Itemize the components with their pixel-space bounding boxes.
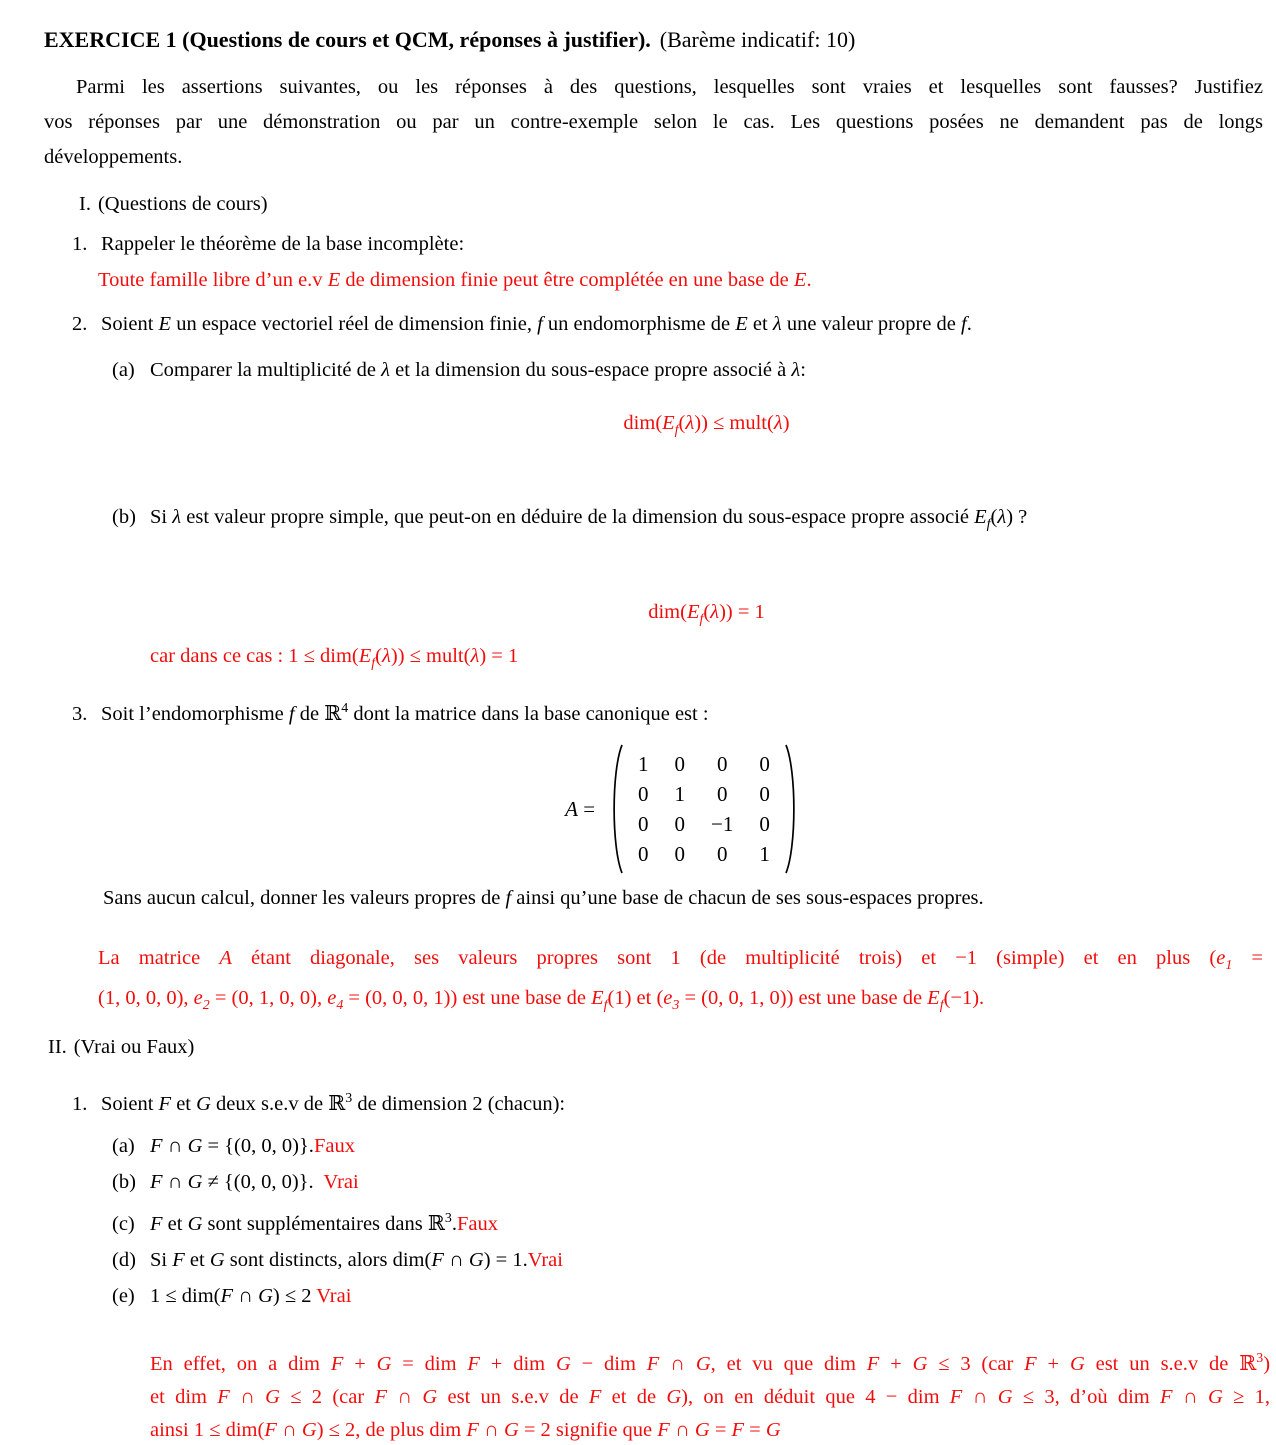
text-segment: ∩ [162,1171,188,1194]
question-1 [72,232,1263,257]
text-segment: deux s.e.v de ℝ [210,1093,346,1116]
text-segment: G [265,1385,280,1408]
text-segment: = 2 signifie que [518,1418,658,1441]
matrix-cell: 0 [674,752,686,777]
vf-item-b-label: (b) [112,1171,136,1194]
text-segment: E [158,313,172,335]
matrix-cell: 0 [674,812,686,837]
vf-item-b-text [150,1171,359,1193]
text-segment: E [327,269,341,291]
text-segment: ∩ [387,1385,423,1408]
exercise-bareme: (Barème indicatif: 10) [659,27,856,52]
text-segment: f [603,998,608,1014]
text-segment: est valeur propre simple, que peut-on en déduire de la dimension du sous-espace propre associé [181,506,975,529]
text-segment: 4 [341,701,349,717]
question-2a [112,358,1263,383]
text-segment: F [949,1385,963,1408]
text-segment: λ [470,645,480,668]
text-segment: G [1207,1385,1223,1408]
text-segment: Comparer la multiplicité de [150,359,382,381]
text-segment: F [467,1352,480,1375]
text-segment: G [666,1385,682,1408]
text-segment: 3 [672,998,680,1014]
text-segment: f [537,313,543,335]
text-segment: G [694,1418,710,1441]
matrix-cell: 0 [674,842,686,867]
vf-item-e-text [150,1285,351,1307]
text-segment: = (0, 1, 0, 0), [209,987,328,1010]
text-segment: ) = 1 [479,645,519,668]
text-segment: ) ? [1006,506,1028,529]
matrix-cell: 1 [674,782,686,807]
text-segment: G [258,1285,273,1308]
text-segment: f [505,887,512,910]
text-segment: (1) et ( [607,987,664,1010]
text-segment: G [209,1249,225,1272]
text-segment: ∩ [669,1418,695,1441]
text-segment: ∩ [276,1418,302,1441]
matrix-cell: 0 [638,812,649,837]
text-segment: λ [997,506,1007,529]
text-segment: + [879,1352,913,1375]
text-segment: λ [381,359,391,381]
text-segment: E [974,506,987,529]
text-segment: Si [150,1249,173,1272]
text-segment: Vrai [316,1285,352,1308]
text-segment: F [374,1385,388,1408]
text-segment: . [451,1213,457,1236]
text-segment: F [1160,1385,1173,1408]
text-segment: ( [375,645,382,668]
text-segment: = (0, 0, 0, 1)) est une base de [343,987,592,1010]
text-segment: F [220,1285,233,1308]
text-segment: f [961,313,967,335]
text-segment: ) [1263,1352,1271,1375]
text-segment: F [150,1213,163,1236]
text-segment: dim( [648,601,687,624]
text-segment: ≤ 2 (car [279,1385,375,1408]
vf-item-a-label: (a) [112,1135,135,1158]
matrix-cell: −1 [711,812,734,837]
text-segment: + [343,1352,377,1375]
section-1-title: (Questions de cours) [97,193,268,215]
text-segment: λ [710,601,720,624]
text-segment: ( [703,601,711,624]
vrai-faux-question-1-text [101,1093,565,1115]
text-segment: E [793,269,807,291]
text-segment: = {(0, 0, 0)}. [202,1135,314,1158]
text-segment: 1 [1225,958,1233,974]
intro-line-2: vos réponses par une démonstration ou par un contre-exemple selon le cas. Les questions posées ne demandent pas de longs [44,111,1263,133]
text-segment: λ [791,359,801,381]
text-segment: G [187,1135,203,1158]
text-segment: f [674,423,679,439]
text-segment: dim( [623,412,663,434]
text-segment: E [591,987,604,1010]
text-segment: et dim [150,1385,218,1408]
text-segment: F [866,1352,880,1375]
text-segment: F [1024,1352,1037,1375]
matrix-left-paren [609,743,624,875]
text-segment: ) [782,412,790,434]
question-3-followup [103,886,1263,911]
text-segment: Si [150,506,173,529]
text-segment: ainsi qu’une base de chacun de ses sous-espaces propres. [511,887,984,910]
text-segment: f [371,656,376,672]
text-segment: dont la matrice dans la base canonique est : [348,703,709,726]
text-segment: F [588,1385,602,1408]
text-segment: G [187,1171,203,1194]
text-segment: , et vu que dim [710,1352,867,1375]
text-segment: A [565,796,578,821]
text-segment: 3 [444,1211,452,1227]
text-segment: ∩ [478,1418,504,1441]
text-segment: E [358,645,372,668]
text-segment: λ [772,313,782,335]
text-segment: ∩ [162,1135,188,1158]
vrai-faux-question-1 [72,1086,1263,1117]
text-segment: . [966,313,972,335]
text-segment: F [158,1093,172,1116]
text-segment: + dim [479,1352,556,1375]
intro-paragraph [44,70,1263,175]
text-segment: = [709,1418,732,1441]
text-segment: − dim [570,1352,647,1375]
text-segment: e [1216,947,1226,970]
text-segment: G [376,1352,392,1375]
text-segment: F [150,1171,163,1194]
text-segment: ) ≤ 2 [272,1285,317,1308]
vf-item-d [112,1248,1263,1273]
text-segment: : [800,359,806,381]
matrix-cell: 0 [716,782,728,807]
matrix-cell: 1 [759,842,770,867]
text-segment: 3 [345,1091,353,1107]
text-segment: En effet, on a dim [150,1352,331,1375]
text-segment: λ [382,645,391,668]
matrix-cell: 0 [759,752,770,777]
text-segment: + [1036,1352,1070,1375]
vf-justification-line-2 [150,1381,1270,1414]
question-2b [112,505,1263,537]
text-segment: = dim [391,1352,468,1375]
text-segment: 1 ≤ dim( [150,1285,221,1308]
text-segment: La matrice [98,947,220,970]
text-segment: F [150,1135,163,1158]
matrix-values [634,751,774,867]
text-segment: ≥ 1, [1222,1385,1270,1408]
text-segment: . [806,269,812,291]
vf-item-d-label: (d) [112,1249,136,1272]
text-segment: Soit l’endomorphisme [101,703,289,726]
text-segment: ∩ [1172,1385,1208,1408]
text-segment: est un s.e.v de [437,1385,589,1408]
text-segment: e [327,987,337,1010]
text-segment: G [997,1385,1013,1408]
text-segment: et la dimension du sous-espace propre associé à [390,359,792,381]
question-2a-text [150,359,806,381]
text-segment: de ℝ [294,703,342,726]
question-3-number: 3. [72,703,88,726]
text-segment: et de [601,1385,667,1408]
intro-line-1: Parmi les assertions suivantes, ou les réponses à des questions, lesquelles sont vraies et lesquelles sont fausses? Justifiez [76,76,1263,98]
text-segment: Soient [101,1093,159,1116]
text-segment: ≤ 3 (car [927,1352,1025,1375]
vrai-faux-question-1-number: 1. [72,1093,88,1116]
question-2b-text [150,506,1028,533]
section-1-heading [79,191,1263,217]
text-segment: F [731,1418,745,1441]
text-segment: Toute famille libre d’un e.v [98,269,328,291]
vf-item-a-text [150,1135,355,1157]
text-segment: et [171,1093,197,1116]
text-segment: et [184,1249,210,1272]
text-segment: e [193,987,203,1010]
text-segment: F [657,1418,670,1441]
answer-1 [98,268,1263,293]
text-segment: F [217,1385,230,1408]
text-segment: )) ≤ mult( [694,412,774,434]
text-segment: G [555,1352,571,1375]
text-segment: Vrai [527,1249,563,1272]
text-segment: (1, 0, 0, 0), [98,987,194,1010]
vf-item-e [112,1284,1263,1309]
text-segment: = [577,796,596,821]
vf-item-b [112,1170,1263,1195]
text-segment: ) = 1. [483,1249,528,1272]
question-2a-label: (a) [112,359,135,381]
text-segment: λ [685,412,695,434]
vf-justification [150,1342,1270,1445]
text-segment: F [466,1418,479,1441]
section-2-heading [48,1034,1263,1060]
text-segment: sont supplémentaires dans ℝ [202,1213,445,1236]
text-segment: est un s.e.v de ℝ [1084,1352,1257,1375]
text-segment: G [503,1418,519,1441]
answer-3 [98,942,1263,1022]
answer-2b-note [150,643,1263,677]
text-segment: une valeur propre de [781,313,961,335]
text-segment: f [288,703,295,726]
question-2 [72,312,1263,337]
text-segment: étant diagonale, ses valeurs propres sont 1 (de multiplicité trois) et −1 (simple) et en plus ( [231,947,1217,970]
text-segment: de dimension 2 (chacun): [352,1093,566,1116]
text-segment: f [986,517,991,533]
text-segment: ∩ [229,1385,266,1408]
text-segment: E [686,601,700,624]
text-segment: G [187,1213,203,1236]
text-segment: ), on en déduit que 4 − dim [681,1385,950,1408]
text-segment: G [196,1093,211,1116]
vf-item-e-label: (e) [112,1285,135,1308]
text-segment: ∩ [659,1352,696,1375]
matrix-cell: 0 [638,782,649,807]
text-segment: ∩ [233,1285,259,1308]
text-segment: ≠ {(0, 0, 0)}. [202,1171,319,1194]
text-segment: ( [990,506,998,529]
text-segment: G [422,1385,438,1408]
text-segment: de dimension finie peut être complétée en une base de [340,269,794,291]
text-segment: G [468,1249,484,1272]
text-segment: (−1). [943,987,985,1010]
text-segment: F [264,1418,277,1441]
text-segment: ∩ [443,1249,469,1272]
vf-item-c-label: (c) [112,1213,135,1236]
text-segment: F [646,1352,660,1375]
exercise-title: EXERCICE 1 (Questions de cours et QCM, réponses à justifier). [44,27,651,52]
text-segment: ≤ 3, d’où dim [1012,1385,1161,1408]
text-segment: G [1069,1352,1085,1375]
text-segment: F [330,1352,344,1375]
text-segment: ainsi 1 ≤ dim( [150,1418,265,1441]
text-segment: Soient [101,313,159,335]
matrix-cell: 0 [759,812,770,837]
text-segment: )) = 1 [719,601,765,624]
matrix-cell: 0 [716,752,728,777]
question-1-number: 1. [72,233,88,255]
text-segment: et [747,313,773,335]
text-segment: G [695,1352,711,1375]
text-segment: car dans ce cas : 1 ≤ dim( [150,645,359,668]
vf-item-a [112,1134,1263,1159]
text-segment: ( [678,412,686,434]
text-segment: G [301,1418,317,1441]
text-segment: A [219,947,232,970]
text-segment: )) ≤ mult( [390,645,471,668]
answer-2a-formula [150,410,1263,444]
text-segment: E [735,313,748,335]
text-segment: Sans aucun calcul, donner les valeurs propres de [103,887,506,910]
matrix-cell: 0 [759,782,770,807]
question-3 [72,696,1263,727]
vf-justification-line-3 [150,1414,1270,1445]
question-1-text: Rappeler le théorème de la base incomplète: [101,233,465,255]
text-segment: sont distincts, alors dim( [224,1249,432,1272]
text-segment: Faux [313,1135,355,1158]
vf-item-c [112,1206,1263,1237]
text-segment: E [662,412,675,434]
text-segment: un endomorphisme de [542,313,736,335]
text-segment: ) ≤ 2, de plus dim [316,1418,467,1441]
text-segment: λ [172,506,182,529]
text-segment: λ [773,412,783,434]
section-2-title: (Vrai ou Faux) [73,1036,195,1059]
matrix-cell: 0 [716,842,728,867]
question-2b-label: (b) [112,506,136,529]
question-2-text [101,313,972,335]
text-segment: Faux [456,1213,498,1236]
intro-line-3: développements. [44,146,183,168]
answer-2b-formula [150,599,1263,633]
text-segment: f [939,998,944,1014]
matrix-cell: 0 [638,842,649,867]
text-segment: = [744,1418,766,1441]
matrix-lhs [565,797,595,822]
text-segment: F [431,1249,444,1272]
vf-item-d-text [150,1249,563,1271]
text-segment: e [663,987,673,1010]
text-segment: F [172,1249,185,1272]
text-segment: G [765,1418,781,1441]
text-segment: G [912,1352,928,1375]
text-segment: et [162,1213,188,1236]
matrix-equation [101,739,1263,879]
text-segment: 3 [1256,1351,1264,1367]
text-segment: E [927,987,940,1010]
matrix-right-paren [784,743,799,875]
text-segment: ∩ [962,1385,998,1408]
section-1-label: I. [79,193,91,215]
text-segment: 4 [336,998,344,1014]
answer-3-line-1 [98,942,1263,982]
matrix-cell: 1 [638,752,649,777]
text-segment: f [699,612,704,628]
vf-justification-line-1 [150,1342,1270,1381]
vf-item-c-text [150,1213,498,1235]
text-segment: Vrai [318,1171,359,1194]
section-2-label: II. [48,1036,67,1059]
text-segment: un espace vectoriel réel de dimension finie, [171,313,538,335]
question-2-number: 2. [72,313,88,335]
exercise-heading [44,25,1263,55]
text-segment: 2 [202,998,210,1014]
question-3-text [101,703,709,725]
text-segment: = [1232,947,1263,970]
answer-3-line-2 [98,982,1263,1022]
text-segment: = (0, 0, 1, 0)) est une base de [679,987,928,1010]
